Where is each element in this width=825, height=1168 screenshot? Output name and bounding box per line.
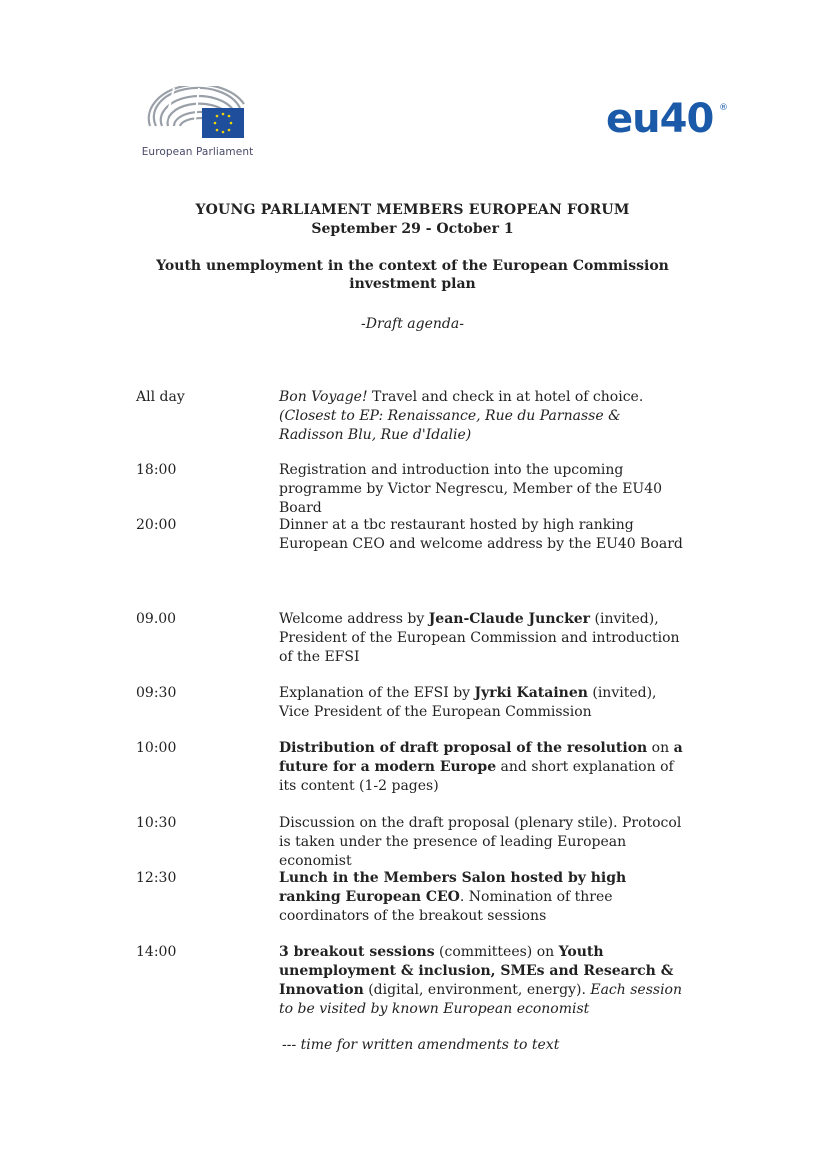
eu40-logo: eu40 — [606, 96, 714, 142]
agenda-description — [279, 739, 689, 796]
amendments-note: --- time for written amendments to text — [282, 1037, 560, 1053]
topic-line-2: investment plan — [349, 276, 476, 292]
agenda-time: 10:00 — [136, 740, 177, 756]
agenda-text-segment: . Nomination of three coordinators of the breakout sessions — [279, 889, 613, 924]
agenda-time: All day — [136, 389, 185, 405]
agenda-text-segment: Bon Voyage! — [279, 389, 368, 405]
agenda-text-segment: Discussion on the draft proposal (plenary stile). Protocol is taken under the presence of leading European economist — [279, 815, 682, 869]
agenda-description — [279, 869, 689, 926]
agenda-text-segment: Youth unemployment & inclusion, SMEs and Research & Innovation — [279, 944, 674, 998]
agenda-description — [279, 610, 689, 667]
ep-logo-label: European Parliament — [141, 146, 254, 158]
topic-line-1: Youth unemployment in the context of the European Commission — [156, 258, 669, 274]
agenda-text-segment: (committees) on — [434, 944, 559, 960]
agenda-text-segment: Dinner at a tbc restaurant hosted by high ranking European CEO and welcome address by the EU40 Board — [279, 517, 683, 552]
agenda-description — [279, 461, 689, 518]
agenda-text-segment: Travel and check in at hotel of choice. — [367, 389, 644, 405]
agenda-text-segment: Each session to be visited by known European economist — [279, 982, 682, 1017]
agenda-time: 18:00 — [136, 462, 177, 478]
agenda-text-segment: 3 breakout sessions — [279, 944, 435, 960]
hemicycle-flag-icon — [144, 86, 254, 144]
agenda-time: 14:00 — [136, 944, 177, 960]
agenda-text-segment: a future for a modern Europe — [279, 740, 683, 775]
agenda-time: 10:30 — [136, 815, 177, 831]
agenda-description — [279, 684, 689, 722]
draft-agenda-label: -Draft agenda- — [361, 316, 464, 332]
agenda-text-segment: Registration and introduction into the upcoming programme by Victor Negrescu, Member of the EU40 Board — [279, 462, 663, 516]
agenda-text-segment: (Closest to EP: Renaissance, Rue du Parnasse & Radisson Blu, Rue d'Idalie) — [279, 408, 621, 443]
european-parliament-logo — [140, 86, 255, 166]
agenda-time: 12:30 — [136, 870, 177, 886]
forum-title: YOUNG PARLIAMENT MEMBERS EUROPEAN FORUM — [195, 202, 630, 218]
agenda-description — [279, 388, 689, 445]
agenda-text-segment: Jean-Claude Juncker — [428, 611, 591, 627]
agenda-text-segment: (invited), Vice President of the European Commission — [279, 685, 657, 720]
agenda-text-segment: Explanation of the EFSI by — [279, 685, 475, 701]
forum-dates: September 29 - October 1 — [311, 221, 514, 237]
agenda-description — [279, 943, 689, 1019]
agenda-time: 09.00 — [136, 611, 177, 627]
agenda-text-segment: (digital, environment, energy). — [363, 982, 591, 998]
agenda-text-segment: (invited), President of the European Commission and introduction of the EFSI — [279, 611, 680, 665]
agenda-text-segment: Lunch in the Members Salon hosted by high ranking European CEO — [279, 870, 627, 905]
agenda-description — [279, 516, 689, 554]
agenda-time: 09:30 — [136, 685, 177, 701]
agenda-description — [279, 814, 689, 871]
registered-mark: ® — [719, 103, 728, 113]
agenda-text-segment: on — [647, 740, 674, 756]
agenda-text-segment: Distribution of draft proposal of the resolution — [279, 740, 648, 756]
agenda-text-segment: and short explanation of its content (1-2 pages) — [279, 759, 674, 794]
agenda-text-segment: Welcome address by — [279, 611, 429, 627]
agenda-text-segment: Jyrki Katainen — [474, 685, 588, 701]
agenda-time: 20:00 — [136, 517, 177, 533]
